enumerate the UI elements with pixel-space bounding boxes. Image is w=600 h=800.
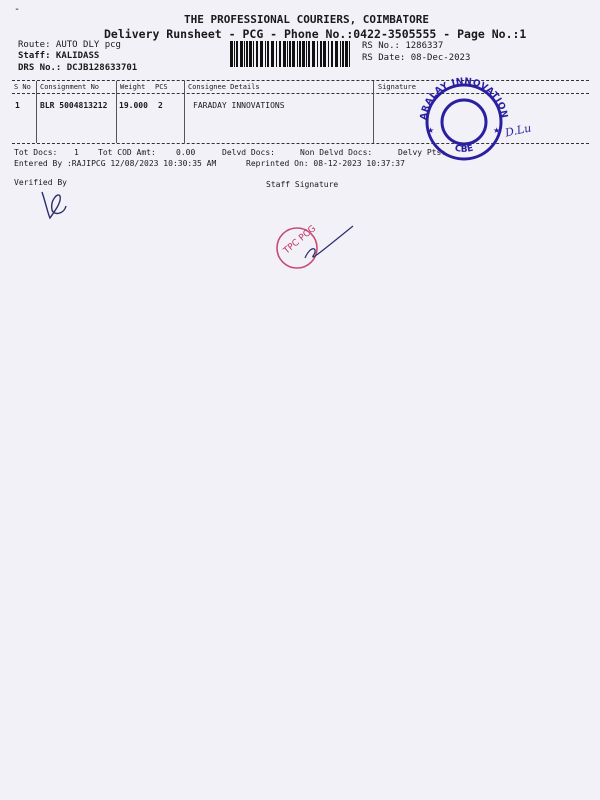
col-header-pcs: PCS	[155, 83, 168, 91]
stamp-signature: D.Lu	[503, 121, 533, 140]
barcode-bars	[230, 41, 352, 67]
col-header-consignee: Consignee Details	[188, 83, 260, 91]
verifier-signature	[36, 184, 76, 224]
company-stamp	[414, 76, 510, 161]
svg-text:CBE	[454, 144, 475, 155]
verified-by-label: Verified By	[14, 178, 67, 187]
svg-text:FARALAY INNOVATIONS	[415, 76, 509, 121]
staff-signature-label: Staff Signature	[266, 180, 339, 189]
delvy-pts-label: Delvy Pts:	[398, 148, 447, 157]
page-corner-mark: -	[14, 4, 21, 15]
table-top-rule	[12, 80, 589, 81]
row-weight: 19.000	[119, 101, 148, 110]
non-delvd-docs-label: Non Delvd Docs:	[300, 148, 373, 157]
tot-docs-label: Tot Docs:	[14, 148, 58, 157]
pcg-stamp-text: TPC PCG	[282, 223, 319, 257]
svg-text:★: ★	[493, 126, 501, 135]
col-divider	[36, 81, 37, 143]
col-divider	[373, 81, 374, 143]
col-header-signature: Signature	[378, 83, 416, 91]
runsheet-title: Delivery Runsheet - PCG - Phone No.:0422-3505555 - Page No.:1	[104, 27, 527, 41]
col-header-sno: S No	[14, 83, 31, 91]
svg-text:★: ★	[427, 126, 435, 135]
reprinted-on: Reprinted On: 08-12-2023 10:37:37	[246, 159, 405, 168]
row-sno: 1	[15, 101, 20, 110]
tot-cod-value: 0.00	[176, 148, 196, 157]
stamp-company-text: FARALAY INNOVATIONS	[414, 76, 509, 121]
pcg-stamp	[275, 222, 355, 274]
route-field: Route: AUTO DLY pcg	[18, 40, 121, 50]
col-divider	[116, 81, 117, 143]
row-consignment-no: BLR 5004813212	[40, 101, 108, 110]
tot-cod-label: Tot COD Amt:	[98, 148, 156, 157]
stamp-city-text: CBE	[453, 143, 475, 155]
entered-by: Entered By :RAJIPCG 12/08/2023 10:30:35 AM	[14, 159, 217, 168]
barcode	[230, 41, 352, 67]
delvd-docs-label: Delvd Docs:	[222, 148, 275, 157]
staff-field: Staff: KALIDASS	[18, 51, 100, 61]
row-pcs: 2	[158, 101, 163, 110]
rs-number-field: RS No.: 1286337	[362, 41, 444, 51]
col-divider	[184, 81, 185, 143]
row-consignee: FARADAY INNOVATIONS	[193, 101, 285, 110]
col-header-consignment: Consignment No	[40, 83, 100, 91]
company-title: THE PROFESSIONAL COURIERS, COIMBATORE	[184, 13, 430, 26]
col-header-weight: Weight	[120, 83, 146, 91]
tot-docs-value: 1	[74, 148, 79, 157]
rs-date-field: RS Date: 08-Dec-2023	[362, 53, 471, 63]
drs-number-field: DRS No.: DCJB128633701	[18, 63, 138, 73]
